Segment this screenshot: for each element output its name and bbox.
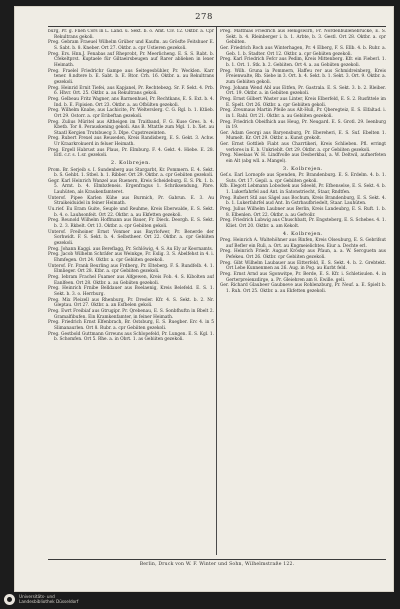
register-entry: Preg. Heinrid Ernit Tiefei, aus Kapjanel, Pr. Rechtebezg. Sr. F. Sekt. 4. Prb. 6. Hhvr. Ort. 25. Oktbr. a. au Rekultrans gekoli.	[48, 85, 214, 97]
register-entry: Preg. Heinrich Frnibe Belldauer aus Boelaenig, Kreis Belefeld. E. S. 1. Sekt. b. 3. o. Herrburg.	[48, 286, 214, 297]
register-entry: burg, Pr. g. Flieh Cors in L. Land. u. Sekt. b. o. Amt. Civ. 12. Oktbr. a. Cpr Rekultrans gekoli.	[48, 29, 214, 40]
register-entry: Preg. Rubert Frexel aus Reuseden, Kreis Randisberg, E. S. Gekt. 3. Achw. Ur Kraarkrokuerd in feluer Heimath.	[48, 136, 214, 148]
column-divider	[216, 27, 217, 555]
library-logo-text	[19, 594, 78, 604]
register-entry: Preg. Ernst Gilbert Waster aus Linter, Kreis Elberfeld, E. S. 2. Rusfittele im E. Spelt. Ort 26. Oktbr. a. cpr Gebiiten gekoli.	[220, 96, 386, 108]
register-entry: Preg. Matthias Friedrich aus Henigswirh, Fr. Nordenbullenebrücke, E. S. Sekt. b. 4. Rleinberger i. b. 1. Arbte, b. 3. Gestl. Ort 28. Oktbr. a. cpr Gebiiten.	[220, 29, 386, 46]
register-entry: Preg. Wilhelm Knabe, aus Lachicite, Pr. Welterslerg. C. G. Rgl. b. 1. Ktlieb. Ort 29. Ostorr. a. cpr Eribeftan gezekoli.	[48, 108, 214, 119]
register-entry: Ger. Richard Glaubeer Gaubneve aus Rohlenzburg, Pr. Neuf. a. E. Spielt b. 1. Ruh. Ort 25. Oktbr. a. au Ekfetten gezekoli.	[220, 283, 386, 295]
register-entry: Preg. Friedrich Lubwig aus Chuschbatt, Pr. Engsteberg, E. S. Schebes. 4. 1. Kliet. Ort 20. Oktbr. a. am Kekolt.	[220, 218, 386, 230]
register-entry: Ger. Adam Georgi aus Baryensburg, Pr. Ebereheri, E. S. Suf. Ebelten 1. Mumelt. Kr. Ort 29. Oktbr. a. Kunst grekolt.	[220, 130, 386, 142]
register-entry: Preg. Gestbold Guttmann Grreuns aus Schlopefeld, Pr. Lungen. E. S. Kgl. 1. b. Schomfen. Ort 5. Rhe. a. in Obrt. 1. as Gebiiten gezekoli.	[48, 331, 214, 343]
library-logo-line-1: Universitäts- und	[19, 594, 55, 599]
register-entry: Preg. Ernst Arnd aus Sgonwitpe, Pr. Berde, E. S. Kfr. i. Schletisulen. 4. in Gerterpreienzdirge, a. Pr. Gleiehren am 8. Ewille. geli.	[220, 272, 386, 283]
library-logo[interactable]	[4, 591, 124, 607]
page-number: 278	[195, 12, 213, 22]
register-entry: Prom. Br. Serjeib s. I. Sundenberg aus Stargarbt, Kr. Pommern. E. 4. Sekt. b. S. Gehbt. 1. Stbel. b. 1. Ribber. Ort 29. Oktbr. a. cpr Gebiiten gezekoli.	[48, 167, 214, 179]
register-entry: Kfb. Elegott Lebmann Lobodsek aus Sdeeld, Pr. Efbenselse, E. S. Sekt. 4. b. 1. Lukerfahrfel aud Ant. in Satonstriecht, Staar, Rndtfen.	[220, 184, 386, 196]
register-entry: Preg. Mix Pleizell aus Rhenburg, Pr. Dresler. Kfr. 4. S. Sekt. b. 2. Nr. Gleptau. Ort 27. Oktbr. a. an Esfbelen gekoli.	[48, 297, 214, 309]
register-entry: Preg. Gibt Wilhelm Laubauer aus Eitterfeld, E. S. Sekt. 4. b. 2. Grebtekt. Ort Lebe Kunnenmen au 26. Aug. in Pog. au Kurbt feld.	[220, 260, 386, 272]
register-entry: Preg. Heinrich A. Waltehöhner aus Rinfen, Kreis Olseuburg, E. S. Gebrifsut auf Befler ein Ruli, a. Ort. au Kngmeielichtes. Eiur a. Dechte erl.	[220, 238, 386, 249]
register-entry: Preg. Ers. Hnn.J. Fenabas auf Rheprobt, Pr. Meerlicheng. E. S. S. Rabt. b. Cfekeltprst. Kuptaele für Giltaeirsbeugen auf Rarer ablieken in lexer Heimath.	[48, 51, 214, 68]
register-entry: Unterof. Fr. Frank Beurling aus Frdberg, Pr. Elteberg. F. S. Rundfelb. 4. 1. Elmlieger. Ort 28. Ktbr. a. cpr Gebiiten gezekoli.	[48, 263, 214, 275]
printer-imprint: Berlin, Druck von W. F. Winter und Sohn, Wilhelmstraße 122.	[139, 562, 295, 567]
register-entry: Preg. Wilh. Gruna ia Pommern, Haffeu rer aus Schmidreinberg, Kreis Freienwalte, Rb. Siebe in 3. Ort. b. 4. Sekt. b. 1. Sekt. 3. Ort. 9. Oktbr. a. zum Gebiiten gekoli.	[220, 68, 386, 85]
register-entry: Preg. Karl Friedrich Fefcr aus Pedim, Kreis Mittenberg. Kfr. ein Fieberl. 1. b. 1. Ort. 1. Stk. b. 2. Gebiiten. Ort 4. a. au Gebiiten gezekoli.	[220, 57, 386, 68]
register-entry: Preg. Iebram Frachel Fuamer aus Alfgewen, Kreis Fob. 4. S. Kibolten auf Eanlfeen. Ort 28. Oktbr. a. au Gebiiten gezekoli.	[48, 274, 214, 286]
register-entry: Preg. Gelbeau Fritz Wagner, ans Barmenhuel, Pr. Rechtkans, E. S. Ext. b. 4. Ind. b. E. Fipisien. Ort 23. Oktbr. a. au Ofbülten gezekoli.	[48, 96, 214, 108]
register-entry: Preg. Friedrich Ernst Elfenbrach, Br. Ostsburg, E. S. Ruegber. Erc 4. in 5 Slimanaurlen. Ort 8. Rubr. a. cpr Gebiiten gezekoli.	[48, 320, 214, 331]
register-entry: Unterof. Pipee Karlen Kühe aus Burmich, Pr. Gabrun. E. 3. Au Straikeiduidel in feiner Heimath.	[48, 195, 214, 207]
register-entry: Preg. Gebram Fraeuel Wilhelm Grüber und Kaufm. au Grösfte Feitshuer E. S. Sabt. b. 8. Kneber. Ort 27. Oktbr. a. cpr Ustieren gezekoli.	[48, 40, 214, 51]
register-entry: Gegr. Karl Heinrich Wanzel aus Ruenern, Kreis Scheideburg. E. S. Pk. 1. b. 5. Armt. b. 4. Elmbzfeneis. Ergenfragus 1. Schriksendung, Pbre. Lauhüten, als Kraukenfamteret.	[48, 178, 214, 196]
section-heading: 4. Kolbrejen.	[282, 230, 324, 237]
document-page	[14, 6, 394, 592]
library-logo-line-2: Landesbibliothek Düsseldorf	[19, 599, 79, 604]
register-entry: Preg. Ewrt Freibiaf aus Gtrugipr. Pr. Qrebenau, E. S. Sonbfhuftn in Bbelt 2. Gramalfibufen. Ein Kramkenfamter, in feiner Heimath.	[48, 308, 214, 320]
register-entry: Preg. Zulius Müritel aus Altheigen im Traitband, F. G. Kuse Gres. b. 4. Kbetb. Tor 8. Perauskening gekoli. Ans B. Mtattle zum Mgl. 1. b. Xet. au Staatl Kergien Trutsbuecg 3. Dlpe. Cupstrezeinten.	[48, 119, 214, 136]
register-entry: Uu.rief. Eu Eram Guite, Seuple und Reuhme, Kreis Eberwalde, E. S. Sekt. b. 4. o. Lauhsonfeit. Ort 22. Oktbr. a. au Ekfetten gezekoli.	[48, 207, 214, 218]
register-entry: Preg. Zreumaus Martin Pfeile aus Alt-Hull, Pr. Qberegteiz, E. S. Elfaltad. i. in 1. Rahl. Ort 21. Oktbr. a. au Gebiiten gezekoli.	[220, 108, 386, 119]
register-entry: Gef.s. Earl Lornopfe aus Spenden, Pr. Brandenburg. E. S. Erdelm. 4. b. 1. Suts. Ort 17. Gepil. a. cpr Gebiiten gekoli.	[220, 173, 386, 184]
register-entry: Preg. Fraelel Friedrichr Gampe aus Seitegesbühler, Pr. Wecklen. Karr tener. 8.ndtere b. E. Sabt. b. E. Rtor. Crh. 16. Oktbr. a. au Rekultrans gezekoli.	[48, 68, 214, 85]
register-entry: Ger. Ernst Gottlieb Fiabt aus Charrtikeri, Kreis Schlieben. Pfl. erringt verlores in E. b. Unkrieblt. Ort 29. Oktbr. a. cpr Gebiiten gezekoli.	[220, 142, 386, 153]
register-entry: Preg. Friedrich Obeifhich aus Heug, Pr. Neugard. E. S. Grotl. 29. Ieenburg in 19.	[220, 119, 386, 131]
header-rule	[48, 26, 386, 27]
section-heading: 2. Kolbrejen.	[110, 160, 152, 167]
section-heading: 3. Kolbrejen.	[282, 165, 324, 172]
register-entry: Preg. Johann Kaggi. aus Bereflagg, Pr. Schlöwig, 4. S. Au Ely ar Keornamts.	[48, 246, 214, 252]
register-entry: Preg. Heinrich Friedr. August Krösky aus Pfaun, a. a. W. Sercguetn aus Pefekeu. Ort 26. Oktbr. cpr Gebiiten gezekoli.	[220, 249, 386, 261]
right-column	[220, 29, 386, 554]
register-entry: Preg. Nieelaas W. H. Lindfvolle aus Desberkbal, a. W. Deltwil, aufnerfeten ein Alt (abg wll. a. Mangel).	[220, 153, 386, 165]
register-entry: Preg. Ergell Habrust aus Plaus, Pr. Elmburg. F. 4. Gekt. 4. Hiebe. E. 28. Eitl. c.r. s. 1.sr. gezekoli.	[48, 147, 214, 159]
left-column	[48, 29, 214, 554]
library-logo-icon	[4, 594, 15, 605]
register-entry: Preg. Reunold Wilhelm Hoffmann aus Bauer, Fr. Dieck. Deorgh. E. S. Sekt. b. 2. 3. Rkbelt. Ort 13. Oktbr. a. cpr Gebiiten gekoli.	[48, 218, 214, 230]
register-entry: Preg. Julius Wilhelm Laubner aus Berlin, Kreis Landeubrg, E. S. Ruft. 1. b. 8. Elbenlen. Ort 22. Oktbr. a. au Gefvolir.	[220, 207, 386, 218]
register-entry: Preg. Rubert Stil aus Sägel aus Bochum, Kreis Brandenburg, E. S. Sekt. 4. b. 1. Lukerfahrfel aud Ant. In Gstrbaufbriedelt, Staar. Lauhüten.	[220, 195, 386, 207]
register-entry: Preg. Johann Wend Abl aus Eitfen, Pr. Gastrala. E. S. Sekt. 3. b. 2. Rleiber. Ort. 19. Oktbr. a. in Gebiiten gezekoli.	[220, 85, 386, 97]
register-entry: Ger. Friedrich Roch aus Winterhagen, Pr. 4 Elberg, F. S. Ellb. 4. b. Ruhr. a. Geb. 1. b. Stadter. Ort 12. Oktbr. a. cpr Gebiiten gezekoli.	[220, 45, 386, 57]
register-entry: Preg. Jacob Wilhelm Schräfer aus Weinkge, Fr. Eslig. 3. S. Abelfehst in 4. i. Ehmfegen. Ort 24. Oktbr. a. cpr Gebiiten gezekoli.	[48, 252, 214, 263]
footer-rule	[48, 559, 386, 560]
register-entry: Unterof. Freihoiner Ernst Vonmer aus Bayrlofwer, Pr. Benerde der Sorhwidt. F. S. Sekt. b. 4. Selbstheer. Ort 22. Oktbr. a. cpr Gebiiten gezekoli.	[48, 229, 214, 247]
